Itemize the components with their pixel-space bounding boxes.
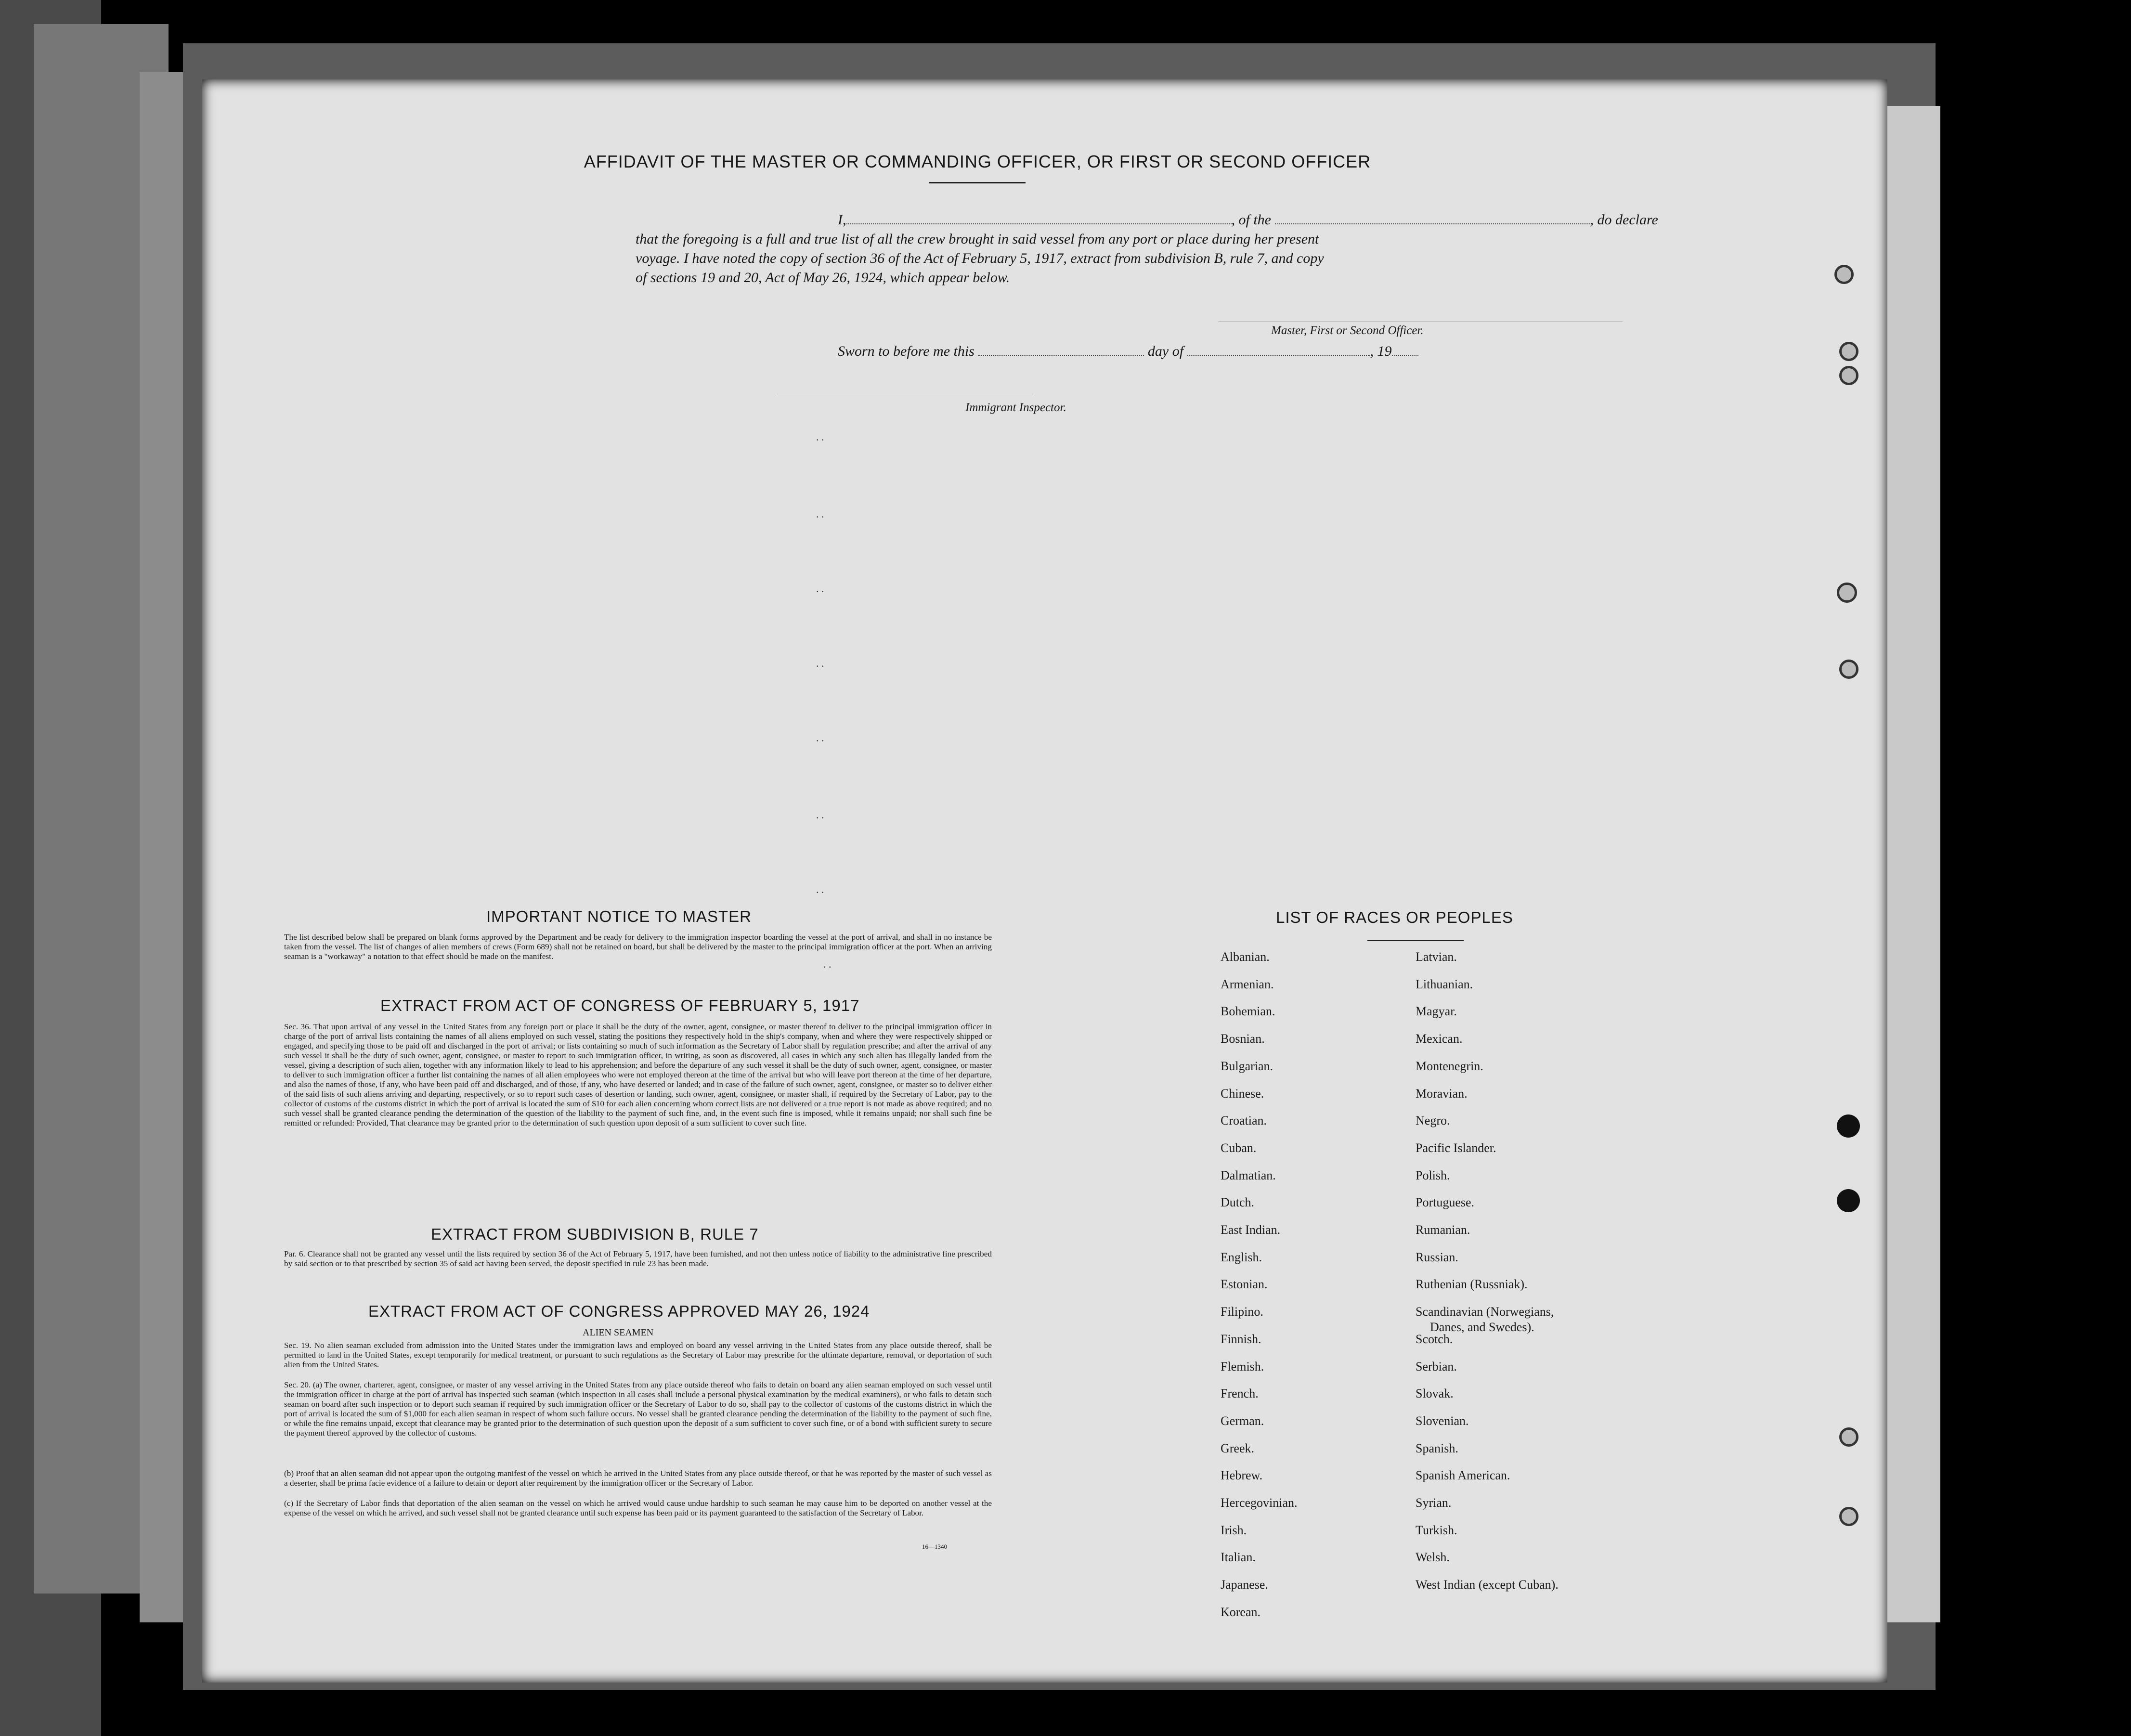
race-item: Serbian. (1416, 1359, 1457, 1373)
master-label: Master, First or Second Officer. (1271, 324, 1424, 337)
race-item: Scandinavian (Norwegians, (1416, 1305, 1554, 1319)
race-item: Polish. (1416, 1168, 1450, 1182)
race-item: Slovenian. (1416, 1413, 1469, 1428)
extract-1917-text: Sec. 36. That upon arrival of any vessel in the United States from any foreign port or place it shall be the duty of the owner, agent, consignee, or master thereof to deliver to the principal immigration officer in charge of the port of arrival lists containing the names of all aliens employed on such vessel, stating the positions they respectively hold in the ship's company, when and where they were respectively shipped or engaged, and specifying those to be paid off and discharged in the port of arrival; or lists containing so much of such information as the Secretary of Labor shall by regulation prescribe; and after the arrival of any such vessel it shall be the duty of such owner, agent, consignee, or master to report to such immigration officer, in writing, as soon as discovered, all cases in which any such alien has illegally landed from the vessel, giving a description of such alien, together with any information likely to lead to his apprehension; and before the departure of any such vessel it shall be the duty of such owner, agent, consignee, or master to deliver to such immigration officer a further list containing the names of all alien employees who were not employed thereon at the time of the arrival but who will leave port thereon at the time of her departure, and also the names of those, if any, who have been paid off and discharged, and of those, if any, who have deserted or landed; and in case of the failure of such owner, agent, consignee, or master so to deliver either of the said lists of such aliens arriving and departing, respectively, or so to report such cases of desertion or landing, such owner, agent, consignee, or master shall, if required by the Secretary of Labor, pay to the collector of customs of the customs district in which the port of arrival is located the sum of $10 for each alien concerning whom correct lists are not delivered or a true report is not made as above required; and no such vessel shall be granted clearance pending the determination of the question of the liability to the payment of such fine, and, in the event such fine is imposed, while it remains unpaid; nor shall such fine be remitted or refunded: Provided, That clearance may be granted prior to the determination of such question upon deposit of a sum sufficient to cover such fine. (284, 1022, 992, 1127)
race-item: Estonian. (1221, 1277, 1268, 1292)
document-page (202, 79, 1887, 1683)
races-rule (1367, 940, 1464, 941)
race-item: Dutch. (1221, 1195, 1255, 1210)
race-item: Slovak. (1416, 1386, 1454, 1401)
race-item: Cuban. (1221, 1140, 1257, 1155)
race-item: Greek. (1221, 1441, 1255, 1455)
punch-hole (1839, 342, 1858, 361)
alien-seamen-subtitle: ALIEN SEAMEN (583, 1327, 654, 1338)
punch-hole (1839, 1507, 1858, 1526)
race-item: Korean. (1221, 1605, 1261, 1619)
sworn-label: Sworn to before me this (838, 343, 975, 359)
dots: . . (816, 508, 824, 520)
race-item: Dalmatian. (1221, 1168, 1276, 1182)
vessel-field[interactable] (1275, 213, 1590, 224)
affidavit-line4: of sections 19 and 20, Act of May 26, 1924, which appear below. (636, 270, 1010, 285)
punch-hole (1837, 1114, 1860, 1138)
race-item: Bohemian. (1221, 1004, 1275, 1019)
race-item: Italian. (1221, 1550, 1256, 1565)
race-item: Japanese. (1221, 1578, 1268, 1592)
race-item: Latvian. (1416, 950, 1457, 964)
sec20c-text: (c) If the Secretary of Labor finds that deportation of the alien seaman on the vessel on which he arrived would cause undue hardship to such seaman he may cause him to be deported on another vessel at the expense of the vessel on which he arrived, and such vessel shall not be granted clearance until such expense has been paid or its payment guaranteed to the satisfaction of the Secretary of Labor. (284, 1499, 992, 1517)
race-item: Hebrew. (1221, 1468, 1263, 1483)
rule7-title: EXTRACT FROM SUBDIVISION B, RULE 7 (431, 1225, 759, 1243)
affidavit-line2: that the foregoing is a full and true list of all the crew brought in said vessel from any port or place during her present (636, 231, 1319, 247)
race-item: Pacific Islander. (1416, 1140, 1496, 1155)
race-item: Magyar. (1416, 1004, 1457, 1019)
dots: . . (823, 958, 832, 970)
month-field[interactable] (1187, 344, 1370, 356)
race-item: French. (1221, 1386, 1259, 1401)
race-item: English. (1221, 1250, 1262, 1264)
dots: . . (816, 809, 824, 821)
race-item: Albanian. (1221, 950, 1270, 964)
race-item: East Indian. (1221, 1223, 1281, 1237)
notice-text: The list described below shall be prepared on blank forms approved by the Department and be ready for delivery to the immigration inspector boarding the vessel at the port of arrival, and shall in no instance be taken from the vessel. The list of changes of alien members of crews (Form 689) shall not be retained on board, but shall be delivered by the master to the principal immigration officer at the port. When an arriving seaman is a "workaway" a notation to that effect should be made on the manifest. (284, 933, 992, 961)
race-item: Montenegrin. (1416, 1059, 1483, 1073)
race-item: Syrian. (1416, 1496, 1452, 1510)
race-item: Mexican. (1416, 1032, 1463, 1046)
race-item: Armenian. (1221, 977, 1274, 991)
punch-hole (1837, 1189, 1860, 1212)
race-item: Croatian. (1221, 1114, 1267, 1128)
sworn-line (636, 343, 1418, 360)
race-item: Lithuanian. (1416, 977, 1473, 991)
race-item: Portuguese. (1416, 1195, 1475, 1210)
punch-hole (1839, 660, 1858, 679)
race-item: West Indian (except Cuban). (1416, 1578, 1559, 1592)
notice-title: IMPORTANT NOTICE TO MASTER (486, 907, 752, 925)
day-of-label: day of (1147, 343, 1184, 359)
extract-1917-title: EXTRACT FROM ACT OF CONGRESS OF FEBRUARY 5, 1917 (380, 997, 860, 1014)
day-field[interactable] (978, 344, 1144, 356)
race-item: Bosnian. (1221, 1032, 1265, 1046)
inspector-label: Immigrant Inspector. (965, 401, 1066, 414)
dots: . . (816, 732, 824, 744)
affidavit-declare: , do declare (1590, 212, 1658, 228)
race-item: Welsh. (1416, 1550, 1450, 1565)
race-item: Negro. (1416, 1114, 1450, 1128)
race-item: Spanish. (1416, 1441, 1458, 1455)
dots: . . (816, 583, 824, 595)
race-item: Bulgarian. (1221, 1059, 1273, 1073)
year-field[interactable] (1392, 344, 1418, 356)
race-item: Filipino. (1221, 1305, 1263, 1319)
race-item: Scotch. (1416, 1332, 1453, 1346)
race-item: Turkish. (1416, 1523, 1457, 1537)
extract-1924-title: EXTRACT FROM ACT OF CONGRESS APPROVED MAY 26, 1924 (368, 1302, 870, 1320)
affidavit-line3: voyage. I have noted the copy of section 36 of the Act of February 5, 1917, extract from subdivision B, rule 7, and copy (636, 250, 1324, 266)
affidavit-i: I, (838, 212, 846, 228)
race-item: Rumanian. (1416, 1223, 1470, 1237)
name-field[interactable] (846, 213, 1232, 224)
affidavit-of-the: , of the (1231, 212, 1271, 228)
race-item: Flemish. (1221, 1359, 1264, 1373)
title-rule (929, 182, 1026, 183)
affidavit-line1 (636, 212, 1724, 228)
dots: . . (816, 883, 824, 895)
race-item: Chinese. (1221, 1086, 1264, 1101)
affidavit-title: AFFIDAVIT OF THE MASTER OR COMMANDING OFFICER, OR FIRST OR SECOND OFFICER (584, 152, 1371, 171)
punch-hole (1839, 1427, 1858, 1447)
dots: . . (816, 431, 824, 443)
punch-hole (1839, 366, 1858, 385)
race-item: Hercegovinian. (1221, 1496, 1298, 1510)
dots: . . (816, 657, 824, 669)
race-item: German. (1221, 1413, 1264, 1428)
race-item: Danes, and Swedes). (1430, 1320, 1534, 1334)
form-number: 16—1340 (922, 1543, 947, 1550)
sec20a-text: Sec. 20. (a) The owner, charterer, agent, consignee, or master of any vessel arriving in the United States from any place outside thereof who fails to detain on board any alien seaman employed on such vessel until the immigration officer in charge at the port of arrival has inspected such seaman (which inspection in all cases shall include a personal physical examination by the medical examiners), or who fails to detain such seaman on board after such inspection or to deport such seaman if required by such immigration officer or the Secretary of Labor to do so, shall pay to the collector of customs of the customs district in which the port of arrival is located the sum of $1,000 for each alien seaman in respect of whom such failure occurs. No vessel shall be granted clearance pending the determination of the liability to the payment of such fine, or while the fine remains unpaid, except that clearance may be granted prior to the determination of such question upon the deposit of a sum sufficient to cover such fine, or of a bond with sufficient surety to secure the payment thereof approved by the collector of customs. (284, 1380, 992, 1438)
rule7-text: Par. 6. Clearance shall not be granted any vessel until the lists required by section 36 of the Act of February 5, 1917, have been furnished, and not then unless notice of liability to the administrative fine prescribed by said section or to that prescribed by section 35 of said act having been served, the deposit specified in rule 23 has been made. (284, 1249, 992, 1268)
year-label: , 19 (1370, 343, 1392, 359)
sec20b-text: (b) Proof that an alien seaman did not appear upon the outgoing manifest of the vessel on which he arrived in the United States from any place outside thereof, or that he was reported by the master of such vessel as a deserter, shall be prima facie evidence of a failure to detain or deport after requirement by the immigration officer or the Secretary of Labor. (284, 1469, 992, 1488)
race-item: Ruthenian (Russniak). (1416, 1277, 1528, 1292)
race-item: Spanish American. (1416, 1468, 1510, 1483)
race-item: Moravian. (1416, 1086, 1468, 1101)
punch-hole (1837, 583, 1857, 603)
race-item: Finnish. (1221, 1332, 1261, 1346)
races-title: LIST OF RACES OR PEOPLES (1276, 908, 1513, 926)
race-item: Russian. (1416, 1250, 1458, 1264)
punch-hole (1834, 265, 1854, 284)
sec19-text: Sec. 19. No alien seaman excluded from admission into the United States under the immigration laws and employed on board any vessel arriving in the United States from any place outside thereof, shall be permitted to land in the United States, except temporarily for medical treatment, or pursuant to such regulations as the Secretary of Labor may prescribe for the ultimate departure, removal, or deportation of such alien from the United States. (284, 1341, 992, 1369)
race-item: Irish. (1221, 1523, 1247, 1537)
